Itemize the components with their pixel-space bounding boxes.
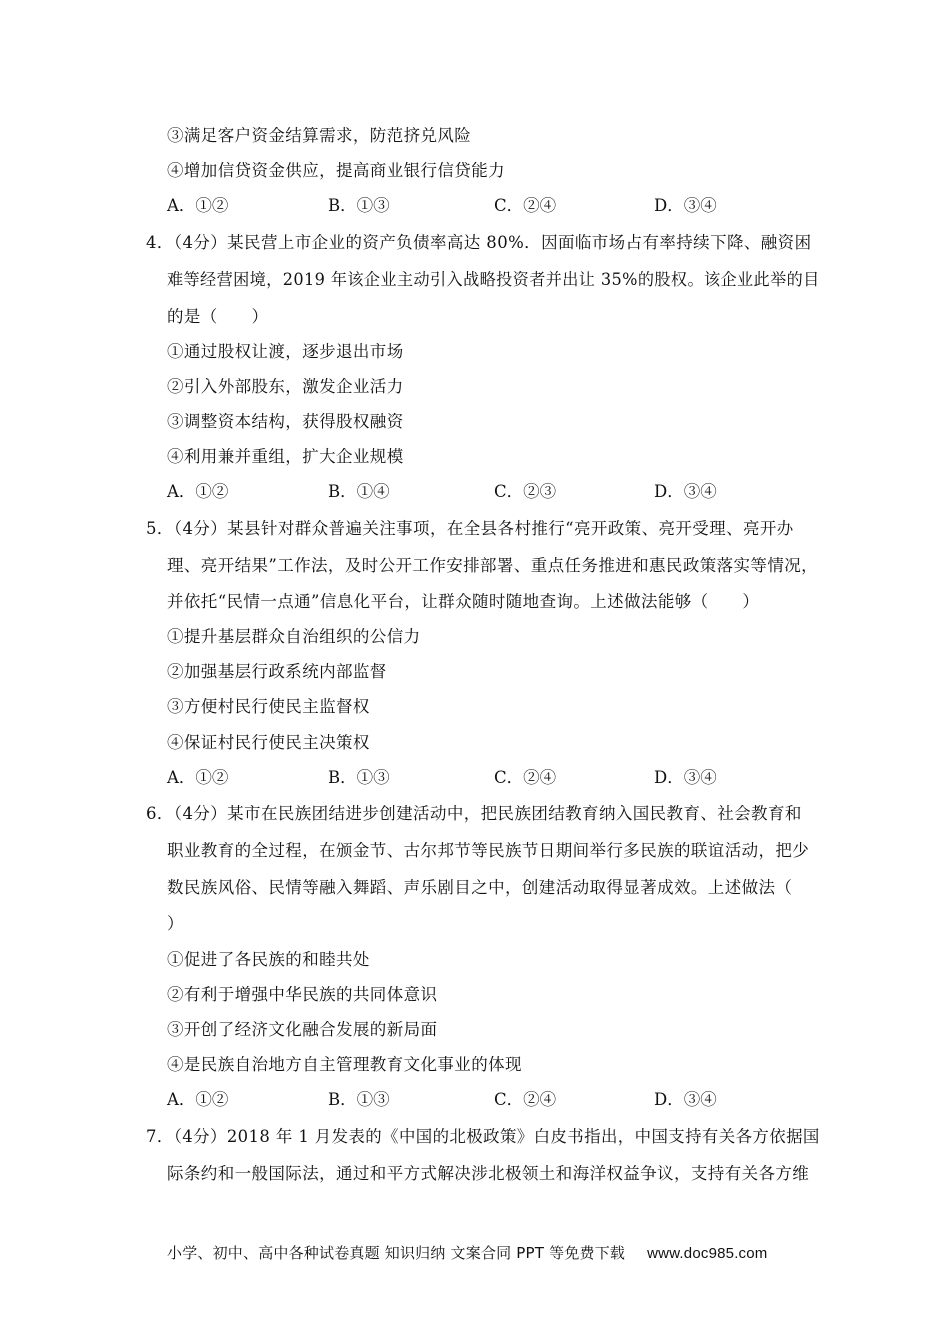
q5-statement-1: ①提升基层群众自治组织的公信力 — [167, 627, 421, 646]
q6-stem-line-4: ） — [167, 914, 184, 933]
q6-option-c: C．②④ — [494, 1090, 557, 1109]
q6-statement-2: ②有利于增强中华民族的共同体意识 — [167, 985, 438, 1004]
page-footer — [167, 1242, 768, 1263]
q7-stem-line-2: 际条约和一般国际法，通过和平方式解决涉北极领土和海洋权益争议，支持有关各方维 — [167, 1164, 810, 1183]
q4-option-b: B．①④ — [328, 482, 390, 501]
q5-option-c: C．②④ — [494, 768, 557, 787]
q4-option-c: C．②③ — [494, 482, 557, 501]
q7-stem-line-1: 7．（4分）2018 年 1 月发表的《中国的北极政策》白皮书指出，中国支持有关各方依据国 — [146, 1127, 820, 1146]
q6-option-b: B．①③ — [328, 1090, 390, 1109]
q6-statement-1: ①促进了各民族的和睦共处 — [167, 950, 370, 969]
q4-stem-line-1: 4．（4分）某民营上市企业的资产负债率高达 80%．因面临市场占有率持续下降、融资困 — [146, 233, 812, 252]
q3-statement-4: ④增加信贷资金供应，提高商业银行信贷能力 — [167, 161, 505, 180]
q6-stem-line-3: 数民族风俗、民情等融入舞蹈、声乐剧目之中，创建活动取得显著成效。上述做法（ — [167, 878, 793, 897]
q5-stem-line-2: 理、亮开结果”工作法，及时公开工作安排部署、重点任务推进和惠民政策落实等情况， — [167, 556, 819, 575]
q4-statement-1: ①通过股权让渡，逐步退出市场 — [167, 342, 404, 361]
q6-stem-line-2: 职业教育的全过程，在颁金节、古尔邦节等民族节日期间举行多民族的联谊活动，把少 — [167, 841, 810, 860]
q3-option-d: D．③④ — [654, 196, 717, 215]
q5-statement-3: ③方便村民行使民主监督权 — [167, 697, 370, 716]
q3-statement-3: ③满足客户资金结算需求，防范挤兑风险 — [167, 126, 472, 145]
q6-option-a: A．①② — [167, 1090, 229, 1109]
q4-statement-4: ④利用兼并重组，扩大企业规模 — [167, 447, 404, 466]
q6-stem-line-1: 6．（4分）某市在民族团结进步创建活动中，把民族团结教育纳入国民教育、社会教育和 — [146, 804, 802, 823]
q4-option-a: A．①② — [167, 482, 229, 501]
q3-option-b: B．①③ — [328, 196, 390, 215]
q3-option-c: C．②④ — [494, 196, 557, 215]
q5-option-a: A．①② — [167, 768, 229, 787]
q3-option-a: A．①② — [167, 196, 229, 215]
q6-statement-3: ③开创了经济文化融合发展的新局面 — [167, 1020, 438, 1039]
footer-url-link[interactable]: www.doc985.com — [647, 1245, 768, 1262]
q4-stem-line-3: 的是（ ） — [167, 307, 269, 326]
q4-stem-line-2: 难等经营困境，2019 年该企业主动引入战略投资者并出让 35%的股权。该企业此举的目 — [167, 270, 820, 289]
q5-stem-line-3: 并依托“民情一点通”信息化平台，让群众随时随地查询。上述做法能够（ ） — [167, 592, 760, 611]
q5-option-b: B．①③ — [328, 768, 390, 787]
footer-text: 小学、初中、高中各种试卷真题 知识归纳 文案合同 PPT 等免费下载 — [167, 1244, 626, 1262]
q4-statement-2: ②引入外部股东，激发企业活力 — [167, 377, 404, 396]
q5-stem-line-1: 5．（4分）某县针对群众普遍关注事项，在全县各村推行“亮开政策、亮开受理、亮开办 — [146, 519, 794, 538]
q5-option-d: D．③④ — [654, 768, 717, 787]
q6-statement-4: ④是民族自治地方自主管理教育文化事业的体现 — [167, 1055, 522, 1074]
q5-statement-4: ④保证村民行使民主决策权 — [167, 733, 370, 752]
q5-statement-2: ②加强基层行政系统内部监督 — [167, 662, 387, 681]
q4-option-d: D．③④ — [654, 482, 717, 501]
q4-statement-3: ③调整资本结构，获得股权融资 — [167, 412, 404, 431]
q6-option-d: D．③④ — [654, 1090, 717, 1109]
